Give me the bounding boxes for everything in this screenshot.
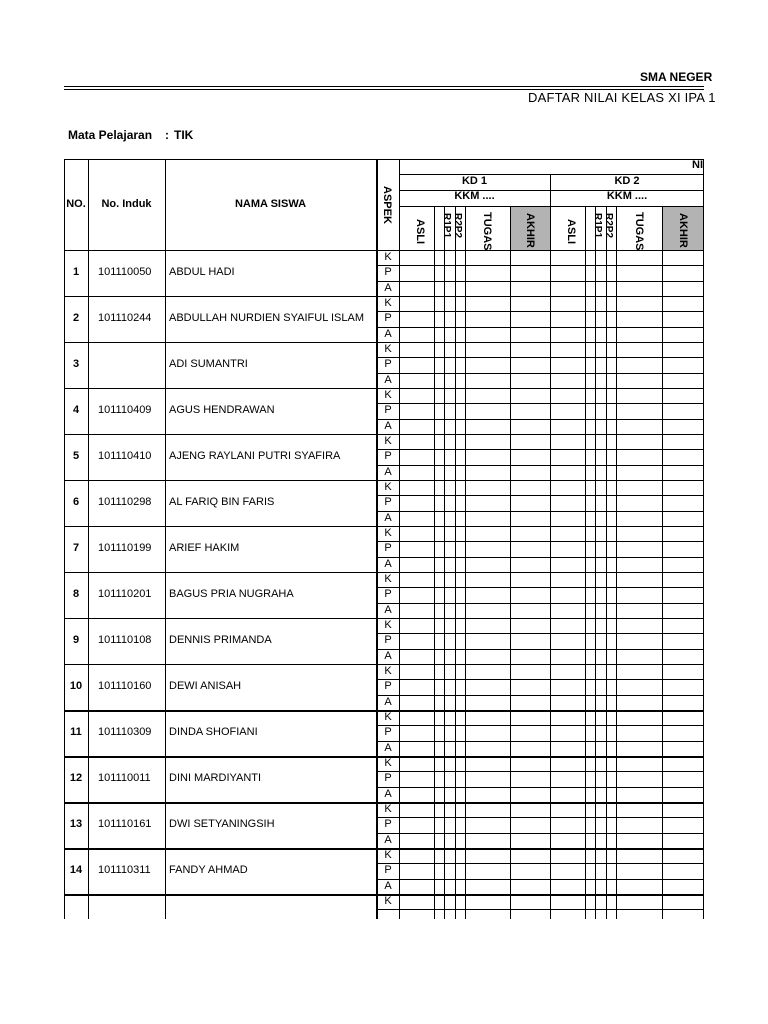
header-r1p1-kd1: R1P1 bbox=[441, 213, 452, 239]
header-aspek: ASPEK bbox=[381, 186, 393, 224]
aspect-code: P bbox=[384, 312, 392, 325]
student-name: DEWI ANISAH bbox=[169, 680, 242, 692]
header-rule-top bbox=[64, 86, 704, 87]
student-induk: 101110201 bbox=[98, 588, 152, 600]
grid-subline bbox=[376, 833, 703, 834]
aspect-code: A bbox=[384, 281, 392, 294]
grid-rowline bbox=[64, 664, 703, 665]
grid-vline bbox=[585, 207, 586, 919]
aspect-code: P bbox=[384, 634, 392, 647]
student-name: AGUS HENDRAWAN bbox=[169, 404, 275, 416]
student-name: ABDUL HADI bbox=[169, 266, 235, 278]
student-number: 10 bbox=[69, 680, 83, 692]
grid-vline bbox=[465, 207, 466, 919]
grid-rowline bbox=[64, 710, 703, 712]
student-number: 7 bbox=[72, 542, 80, 554]
aspect-code: A bbox=[384, 557, 392, 570]
school-name: SMA NEGER bbox=[640, 70, 713, 84]
grid-vline bbox=[444, 207, 445, 919]
header-induk: No. Induk bbox=[101, 198, 152, 210]
grid-subline bbox=[376, 909, 703, 910]
grid-subline bbox=[376, 879, 703, 880]
aspect-code: A bbox=[384, 649, 392, 662]
aspect-code: K bbox=[384, 481, 392, 493]
grid-subline bbox=[376, 327, 703, 328]
grid-vline bbox=[662, 207, 663, 919]
grid-rowline bbox=[64, 848, 703, 850]
header-r2p2-kd2: R2P2 bbox=[603, 213, 614, 239]
student-induk: 101110050 bbox=[98, 266, 152, 278]
grid-subline bbox=[376, 741, 703, 742]
student-number: 8 bbox=[72, 588, 80, 600]
grid-subline bbox=[376, 695, 703, 696]
grid-subline bbox=[376, 603, 703, 604]
grid-rowline bbox=[64, 802, 703, 804]
student-name: ABDULLAH NURDIEN SYAIFUL ISLAM bbox=[169, 312, 364, 324]
student-number: 1 bbox=[72, 266, 80, 278]
header-akhir-kd2: AKHIR bbox=[677, 213, 689, 248]
grid-subline bbox=[376, 725, 703, 726]
student-name: ADI SUMANTRI bbox=[169, 358, 248, 370]
aspect-code: P bbox=[384, 588, 392, 601]
header-kkm2: KKM .... bbox=[606, 190, 648, 202]
grid-rowline bbox=[64, 572, 703, 573]
grid-vline bbox=[550, 174, 551, 919]
student-name: DINDA SHOFIANI bbox=[169, 726, 258, 738]
grid-rowline bbox=[64, 526, 703, 527]
header-kd2: KD 2 bbox=[614, 175, 640, 187]
student-number: 11 bbox=[70, 726, 82, 738]
aspect-code: A bbox=[384, 373, 392, 386]
student-number: 3 bbox=[72, 358, 80, 370]
grid-vline bbox=[64, 159, 65, 919]
grid-subline bbox=[376, 311, 703, 312]
grid-subline bbox=[376, 649, 703, 650]
grid-vline bbox=[703, 159, 704, 919]
grid-vline bbox=[455, 207, 456, 919]
student-induk: 101110311 bbox=[98, 864, 151, 876]
student-number: 6 bbox=[72, 496, 80, 508]
grid-subline bbox=[376, 817, 703, 818]
student-induk: 101110410 bbox=[98, 450, 152, 462]
grid-rowline bbox=[64, 388, 703, 389]
grid-subline bbox=[376, 281, 703, 282]
student-induk: 101110160 bbox=[98, 680, 152, 692]
grid-subline bbox=[376, 373, 703, 374]
grid-subline bbox=[376, 557, 703, 558]
grid-hline bbox=[399, 206, 703, 207]
aspect-code: P bbox=[384, 772, 392, 785]
grid-subline bbox=[376, 449, 703, 450]
header-r2p2-kd1: R2P2 bbox=[452, 213, 463, 239]
student-number: 4 bbox=[72, 404, 80, 416]
student-induk: 101110199 bbox=[98, 542, 152, 554]
aspect-code: K bbox=[384, 711, 392, 723]
grid-vline bbox=[88, 159, 89, 919]
grid-subline bbox=[376, 495, 703, 496]
grid-subline bbox=[376, 771, 703, 772]
aspect-code: K bbox=[384, 619, 392, 631]
subject-colon: : bbox=[165, 128, 169, 142]
grid-vline bbox=[165, 159, 166, 919]
grid-subline bbox=[376, 863, 703, 864]
aspect-code: K bbox=[384, 297, 392, 309]
document-title: DAFTAR NILAI KELAS XI IPA 1 bbox=[528, 90, 716, 105]
header-nama: NAMA SISWA bbox=[234, 198, 307, 210]
aspect-code: A bbox=[384, 741, 392, 754]
aspect-code: A bbox=[384, 787, 392, 800]
grid-subline bbox=[376, 465, 703, 466]
student-induk: 101110298 bbox=[98, 496, 152, 508]
grid-rowline bbox=[64, 894, 703, 896]
grid-subline bbox=[376, 679, 703, 680]
student-number: 12 bbox=[69, 772, 83, 784]
header-tugas-kd1: TUGAS bbox=[481, 212, 493, 251]
aspect-code: K bbox=[384, 573, 392, 585]
grid-vline bbox=[434, 207, 435, 919]
grid-subline bbox=[376, 541, 703, 542]
subject-value: TIK bbox=[174, 128, 194, 142]
student-name: AL FARIQ BIN FARIS bbox=[169, 496, 275, 508]
student-name: AJENG RAYLANI PUTRI SYAFIRA bbox=[169, 450, 341, 462]
aspect-code: K bbox=[384, 895, 392, 907]
subject-label: Mata Pelajaran bbox=[68, 128, 153, 142]
header-asli-kd1: ASLI bbox=[414, 219, 426, 245]
aspect-code: A bbox=[384, 465, 392, 478]
header-nilai: NI bbox=[692, 159, 703, 171]
aspect-code: P bbox=[384, 450, 392, 463]
grid-hline bbox=[399, 174, 703, 175]
student-number: 5 bbox=[72, 450, 80, 462]
grid-rowline bbox=[64, 296, 703, 297]
aspect-code: P bbox=[384, 266, 392, 279]
grid-vline bbox=[595, 207, 596, 919]
grid-subline bbox=[376, 403, 703, 404]
grid-subline bbox=[376, 587, 703, 588]
grid-subline bbox=[376, 265, 703, 266]
grid-vline bbox=[606, 207, 607, 919]
header-akhir-kd1: AKHIR bbox=[524, 213, 536, 248]
student-number: 9 bbox=[72, 634, 80, 646]
grid-vline bbox=[376, 159, 378, 919]
grid-vline bbox=[510, 207, 511, 919]
student-induk: 101110108 bbox=[98, 634, 152, 646]
aspect-code: K bbox=[384, 389, 392, 401]
student-induk: 101110011 bbox=[98, 772, 151, 784]
grid-vline bbox=[399, 159, 400, 919]
aspect-code: A bbox=[384, 879, 392, 892]
grid-subline bbox=[376, 633, 703, 634]
aspect-code: P bbox=[384, 358, 392, 371]
student-induk: 101110309 bbox=[98, 726, 152, 738]
aspect-code: P bbox=[384, 496, 392, 509]
header-no: NO. bbox=[66, 198, 86, 210]
aspect-code: K bbox=[384, 665, 392, 677]
header-kd1: KD 1 bbox=[461, 175, 488, 187]
aspect-code: A bbox=[384, 419, 392, 432]
student-number: 2 bbox=[72, 312, 80, 324]
aspect-code: K bbox=[384, 527, 392, 539]
header-r1p1-kd2: R1P1 bbox=[592, 213, 603, 239]
aspect-code: P bbox=[384, 404, 392, 417]
header-tugas-kd2: TUGAS bbox=[633, 212, 645, 251]
grid-subline bbox=[376, 787, 703, 788]
grid-hline bbox=[64, 159, 703, 160]
grid-rowline bbox=[64, 756, 703, 758]
header-kkm1: KKM .... bbox=[454, 190, 495, 202]
grid-rowline bbox=[64, 480, 703, 481]
aspect-code: A bbox=[384, 327, 392, 340]
header-asli-kd2: ASLI bbox=[565, 219, 577, 245]
student-induk: 101110161 bbox=[98, 818, 152, 830]
aspect-code: P bbox=[384, 818, 392, 831]
student-induk: 101110409 bbox=[98, 404, 152, 416]
aspect-code: K bbox=[384, 803, 392, 815]
student-name: BAGUS PRIA NUGRAHA bbox=[169, 588, 294, 600]
aspect-code: P bbox=[384, 726, 392, 739]
grid-rowline bbox=[64, 342, 703, 343]
aspect-code: K bbox=[384, 849, 392, 861]
grid-rowline bbox=[64, 618, 703, 619]
aspect-code: A bbox=[384, 833, 392, 846]
aspect-code: K bbox=[384, 343, 392, 355]
student-name: FANDY AHMAD bbox=[169, 864, 248, 876]
aspect-code: K bbox=[384, 435, 392, 447]
aspect-code: A bbox=[384, 511, 392, 524]
student-number: 13 bbox=[69, 818, 83, 830]
aspect-code: A bbox=[384, 695, 392, 708]
aspect-code: K bbox=[384, 757, 392, 769]
aspect-code: K bbox=[384, 251, 392, 263]
grid-vline bbox=[616, 207, 617, 919]
grid-subline bbox=[376, 419, 703, 420]
aspect-code: P bbox=[384, 542, 392, 555]
student-number: 14 bbox=[69, 864, 83, 876]
student-name: DWI SETYANINGSIH bbox=[169, 818, 275, 830]
grid-hline bbox=[64, 250, 703, 251]
grid-rowline bbox=[64, 434, 703, 435]
aspect-code: A bbox=[384, 603, 392, 616]
grid-hline bbox=[399, 190, 703, 191]
student-name: DINI MARDIYANTI bbox=[169, 772, 262, 784]
grid-subline bbox=[376, 511, 703, 512]
aspect-code: P bbox=[384, 680, 392, 693]
student-name: ARIEF HAKIM bbox=[169, 542, 240, 554]
aspect-code: P bbox=[384, 864, 392, 877]
student-name: DENNIS PRIMANDA bbox=[169, 634, 272, 646]
student-induk: 101110244 bbox=[98, 312, 152, 324]
grid-subline bbox=[376, 357, 703, 358]
